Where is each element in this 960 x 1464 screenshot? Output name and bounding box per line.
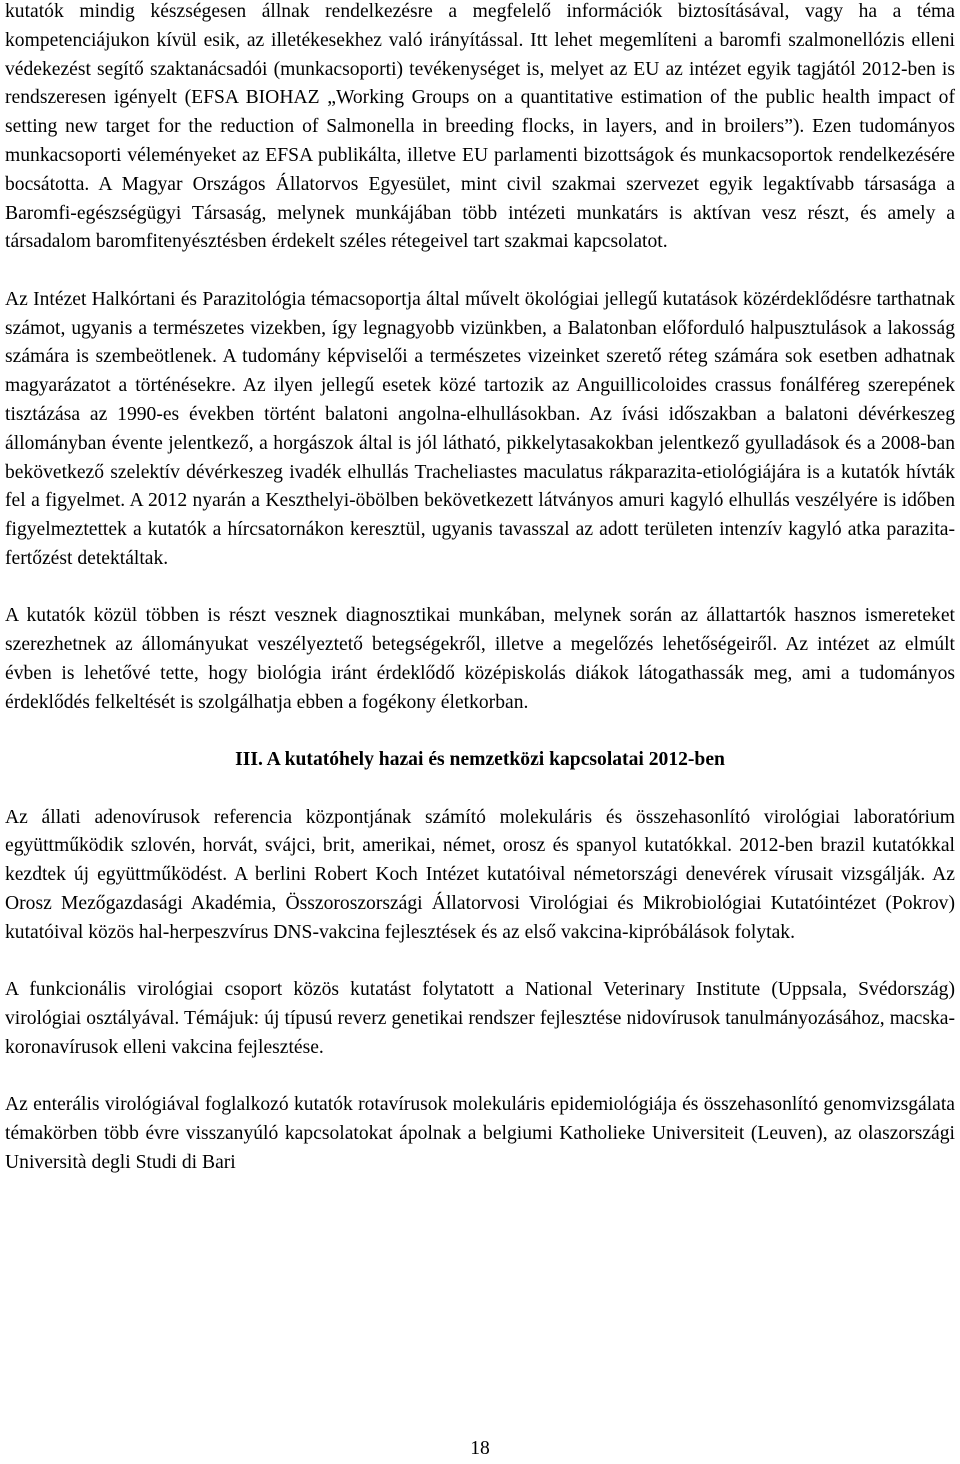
document-page	[5, 0, 955, 1206]
paragraph-adenovirus-lab: Az állati adenovírusok referencia központjának számító molekuláris és összehasonlító virológiai laboratórium együttműködik szlovén, horvát, svájci, brit, amerikai, német, orosz és spanyol kutatókkal. 2012-ben brazil kutatókkal kezdtek új együttműködést. A berlini Robert Koch Intézet kutatóival németországi denevérek vírusait vizsgálják. Az Orosz Mezőgazdasági Akadémia, Összoroszországi Állatorvosi Virológiai és Mikrobiológiai Kutatóintézet (Pokrov) kutatóival közös hal-herpeszvírus DNS-vakcina fejlesztések és az első vakcina-kipróbálások folytak.	[5, 806, 955, 943]
section-heading: III. A kutatóhely hazai és nemzetközi kapcsolatai 2012-ben	[235, 749, 725, 771]
paragraph-diagnostics: A kutatók közül többen is részt vesznek diagnosztikai munkában, melynek során az állattartók hasznos ismereteket szerezhetnek az állományukat veszélyeztető betegségekről, illetve a megelőzés lehetőségeiről. Az intézet az elmúlt évben is lehetővé tette, hogy biológia iránt érdeklődő középiskolás diákok látogathassák meg, ami a tudományos érdeklődés felkeltését is szolgálhatja ebben a fogékony életkorban.	[5, 605, 955, 713]
paragraph-efsa-cooperation: kutatók mindig készségesen állnak rendelkezésre a megfelelő információk biztosításával, vagy ha a téma kompetenciájukon kívül esik, az illetékesekhez való irányítással. Itt lehet megemlíteni a baromfi szalmonellózis elleni védekezést segítő szaktanácsadói (munkacsoporti) tevékenységet is, melyet az EU az intézet egyik tagjától 2012-ben is rendszeresen igényelt (EFSA BIOHAZ „Working Groups on a quantitative estimation of the public health impact of setting new target for the reduction of Salmonella in breeding flocks, in layers, and in broilers”). Ezen tudományos munkacsoporti véleményeket az EFSA publikálta, illetve EU parlamenti bizottságok és munkacsoportok rendelkezésére bocsátotta. A Magyar Országos Állatorvos Egyesület, mint civil szakmai szervezet egyik legaktívabb társasága a Baromfi-egészségügyi Társaság, melynek munkájában több intézeti munkatárs is aktívan vesz részt, és amely a társadalom baromfitenyésztésben érdekelt széles rétegeivel tart szakmai kapcsolatot.	[5, 1, 955, 253]
paragraph-enteral-virology: Az enterális virológiával foglalkozó kutatók rotavírusok molekuláris epidemiológiája és összehasonlító genomvizsgálata témakörben több évre visszanyúló kapcsolatokat ápolnak a belgiumi Katholieke Universiteit (Leuven), az olaszországi Università degli Studi di Bari	[5, 1094, 955, 1173]
page-number: 18	[470, 1438, 490, 1459]
paragraph-functional-virology: A funkcionális virológiai csoport közös kutatást folytatott a National Veterinary Institute (Uppsala, Svédország) virológiai osztályával. Témájuk: új típusú reverz genetikai rendszer fejlesztése nidovírusok tanulmányozásához, macska-koronavírusok elleni vakcina fejlesztése.	[5, 979, 955, 1058]
paragraph-fish-pathology: Az Intézet Halkórtani és Parazitológia témacsoportja által művelt ökológiai jellegű kutatások közérdeklődésre tarthatnak számot, ugyanis a természetes vizekben, így legnagyobb vizünkben, a Balatonban előforduló halpusztulások a lakosság számára is szembeötlenek. A tudomány képviselői a természetes vizeinket szerető réteg számára sok esetben adhatnak magyarázatot a történésekre. Az ilyen jellegű esetek közé tartozik az Anguillicoloides crassus fonálféreg szerepének tisztázása az 1990-es években történt balatoni angolna-elhullásokban. Az ívási időszakban a balatoni dévérkeszeg állományban évente jelentkező, a horgászok által is jól látható, pikkelytasakokban jelentkező gyulladások és a 2008-ban bekövetkező szelektív dévérkeszeg ivadék elhullás Tracheliastes maculatus rákparazita-etiológiájára is a kutatók hívták fel a figyelmet. A 2012 nyarán a Keszthelyi-öbölben bekövetkezett látványos amuri kagyló elhullás veszélyére is időben figyelmeztettek a kutatók a hírcsatornákon keresztül, ugyanis tavasszal az adott területen intenzív kagyló atka parazita-fertőzést detektáltak.	[5, 288, 955, 569]
